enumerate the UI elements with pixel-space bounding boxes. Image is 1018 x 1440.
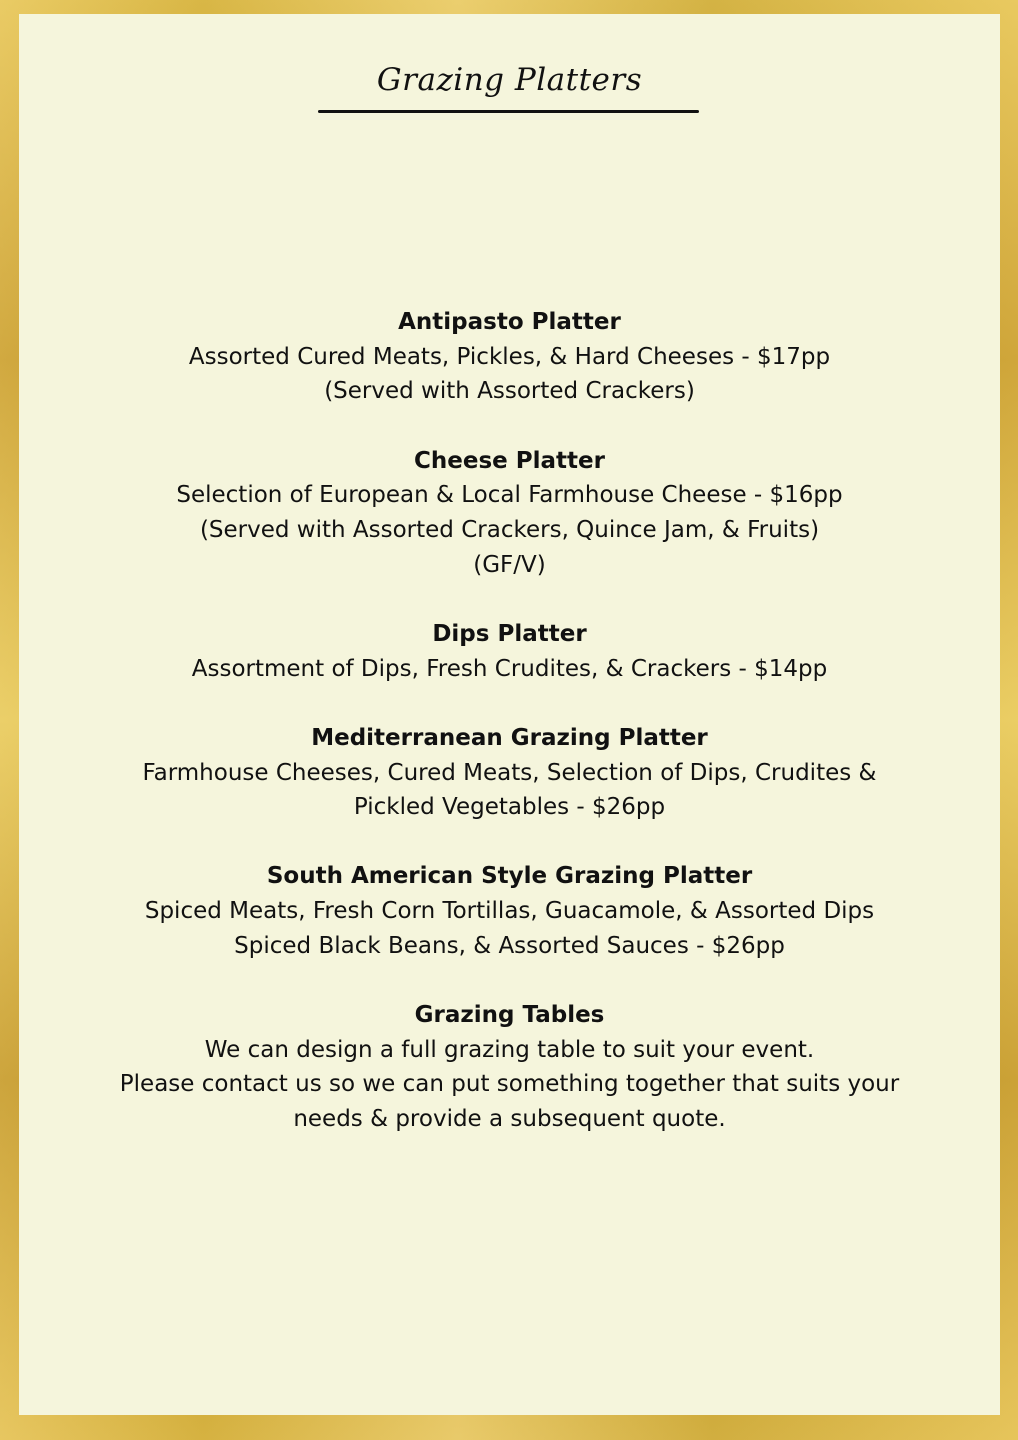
menu-item-name: Mediterranean Grazing Platter	[311, 724, 708, 751]
menu-item-south-american	[19, 859, 1000, 963]
page-title: Grazing Platters	[376, 62, 643, 98]
menu-item-description: Please contact us so we can put something together that suits your	[119, 1071, 900, 1098]
menu-item-name: South American Style Grazing Platter	[266, 863, 753, 890]
menu-item-description: Farmhouse Cheeses, Cured Meats, Selection of Dips, Crudites &	[142, 759, 877, 786]
menu-item-description: We can design a full grazing table to suit your event.	[204, 1036, 815, 1063]
menu-item-note: (Served with Assorted Crackers)	[324, 378, 695, 405]
menu-item-description: needs & provide a subsequent quote.	[293, 1106, 726, 1133]
menu-item-mediterranean	[19, 721, 1000, 825]
menu-item-description: Assorted Cured Meats, Pickles, & Hard Cheeses - $17pp	[188, 343, 831, 370]
menu-item-name: Dips Platter	[432, 620, 587, 647]
menu-list	[19, 305, 1000, 1171]
menu-item-cheese	[19, 444, 1000, 583]
menu-item-note: (Served with Assorted Crackers, Quince Jam, & Fruits)	[199, 517, 820, 544]
menu-item-description: Pickled Vegetables - $26pp	[353, 794, 666, 821]
menu-item-name: Antipasto Platter	[398, 309, 621, 335]
menu-item-description: Spiced Meats, Fresh Corn Tortillas, Guacamole, & Assorted Dips	[144, 898, 875, 925]
title-underline	[318, 110, 699, 113]
menu-item-name: Grazing Tables	[414, 1002, 605, 1029]
menu-item-grazing-tables	[19, 998, 1000, 1137]
menu-item-name: Cheese Platter	[414, 447, 605, 474]
menu-item-antipasto	[19, 305, 1000, 409]
menu-item-dips	[19, 617, 1000, 686]
menu-item-description: Assortment of Dips, Fresh Crudites, & Crackers - $14pp	[191, 655, 828, 682]
menu-item-description: Spiced Black Beans, & Assorted Sauces - $26pp	[234, 932, 785, 959]
menu-item-dietary: (GF/V)	[473, 551, 546, 578]
menu-item-description: Selection of European & Local Farmhouse Cheese - $16pp	[176, 482, 843, 509]
menu-page	[19, 14, 1000, 1415]
